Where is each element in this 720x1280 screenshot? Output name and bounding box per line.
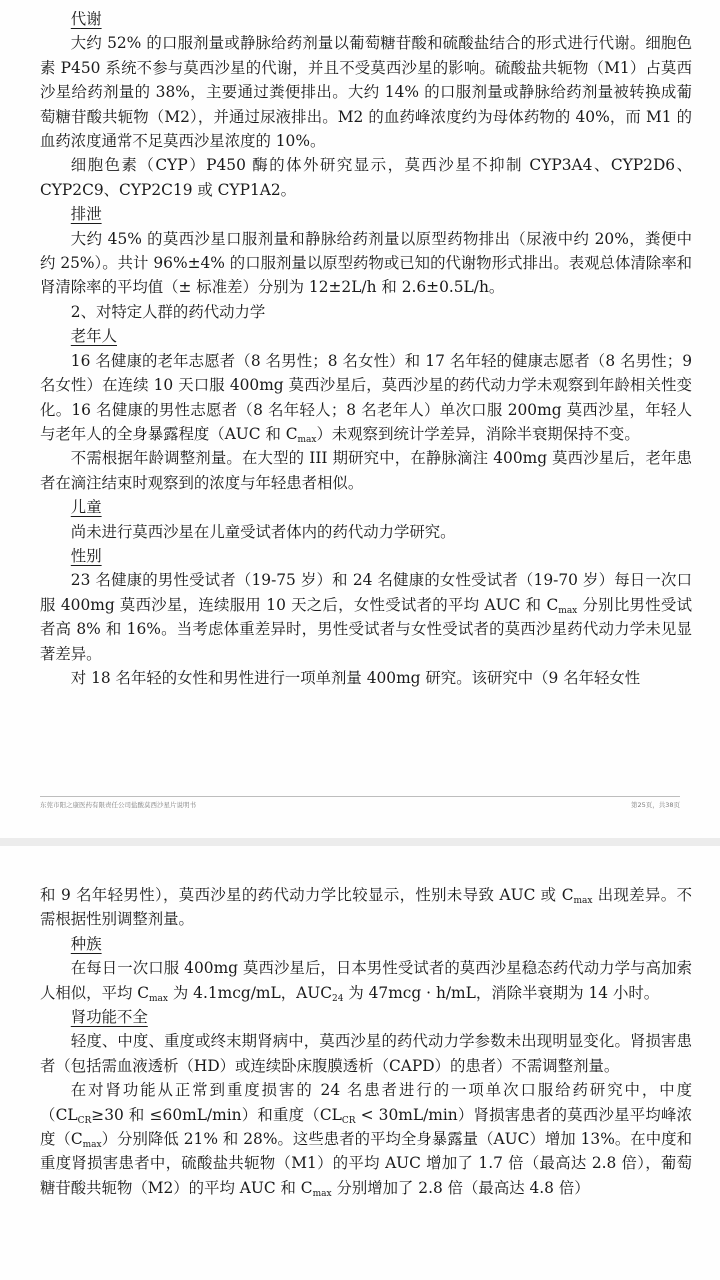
page-2-content: [40, 883, 692, 1200]
heading-metabolism: 代谢: [70, 10, 102, 28]
paragraph-cyp: 细胞色素（CYP）P450 酶的体外研究显示，莫西沙星不抑制 CYP3A4、CYP2D6、CYP2C9、CYP2C19 或 CYP1A2。: [40, 156, 692, 199]
footer-document-title: 东莞市阳之康医药有限责任公司盐酸莫西沙星片说明书: [40, 801, 196, 809]
paragraph-gender-single-dose: 对 18 名年轻的女性和男性进行一项单剂量 400mg 研究。该研究中（9 名年轻女性: [70, 668, 641, 687]
paragraph-metabolism: 大约 52% 的口服剂量或静脉给药剂量以葡萄糖苷酸和硫酸盐结合的形式进行代谢。细胞色素 P450 系统不参与莫西沙星的代谢，并且不受莫西沙星的影响。硫酸盐共轭物（M1）占莫西沙星给药剂量的 38%，主要通过粪便排出。大约 14% 的口服剂量或静脉给药剂量被转换成葡萄糖苷酸共轭物（M2），并通过尿液排出。M2 的血药峰浓度约为母体药物的 40%，而 M1 的血药浓度通常不足莫西沙星浓度的 10%。: [40, 34, 692, 151]
heading-elderly: 老年人: [70, 327, 117, 346]
heading-renal-impairment: 肾功能不全: [70, 1008, 148, 1027]
paragraph-race: 在每日一次口服 400mg 莫西沙星后，日本男性受试者的莫西沙星稳态药代动力学与高加索人相似，平均 $C_{max}$ 为 4.1mcg/mL，$AUC_{24}$ 为 47mcg · h/mL，消除半衰期为 14 小时。: [40, 959, 692, 1004]
heading-special-populations: 2、对特定人群的药代动力学: [70, 302, 266, 321]
paragraph-children: 尚未进行莫西沙星在儿童受试者体内的药代动力学研究。: [70, 522, 456, 541]
page-footer: [40, 796, 680, 809]
heading-gender: 性别: [70, 546, 102, 565]
paragraph-gender-continued: 和 9 名年轻男性），莫西沙星的药代动力学比较显示，性别未导致 AUC 或 $C_{max}$ 出现差异。不需根据性别调整剂量。: [40, 886, 692, 929]
paragraph-elderly: 16 名健康的老年志愿者（8 名男性；8 名女性）和 17 名年轻的健康志愿者（8 名男性；9 名女性）在连续 10 天口服 400mg 莫西沙星后，莫西沙星的药代动力学未观察到年龄相关性变化。16 名健康的男性志愿者（8 名年轻人；8 名老年人）单次口服 200mg 莫西沙星，年轻人与老年人的全身暴露程度（AUC 和 $C_{max}$）未观察到统计学差异，消除半衰期保持不变。: [40, 351, 692, 445]
document-page-2: [0, 846, 720, 1280]
footer-page-number: 第25页，共38页: [630, 801, 680, 809]
paragraph-elderly-dose: 不需根据年龄调整剂量。在大型的 III 期研究中，在静脉滴注 400mg 莫西沙星后，老年患者在滴注结束时观察到的浓度与年轻患者相似。: [40, 449, 692, 492]
paragraph-excretion: 大约 45% 的莫西沙星口服剂量和静脉给药剂量以原型药物排出（尿液中约 20%，粪便中约 25%）。共计 96%±4% 的口服剂量以原型药物或已知的代谢物形式排出。表观总体清除率和肾清除率的平均值（± 标准差）分别为 12±2L/h 和 2.6±0.5L/h。: [40, 229, 692, 297]
heading-children: 儿童: [70, 498, 102, 517]
paragraph-renal-study: 在对肾功能从正常到重度损害的 24 名患者进行的一项单次口服给药研究中，中度（$CL_{CR}\ge 30$ 和 ≤60mL/min）和重度$(CL_{CR} < 30mL/\min)$肾损害患者的莫西沙星平均峰浓度$(C_{max})$分别降低 21% 和 28%。这些患者的平均全身暴露量（AUC）增加 13%。在中度和重度肾损害患者中，硫酸盐共轭物（M1）的平均 AUC 增加了 1.7 倍（最高达 2.8 倍），葡萄糖苷酸共轭物（M2）的平均 AUC 和 $C_{max}$ 分别增加了 2.8 倍（最高达 4.8 倍）: [40, 1081, 692, 1199]
paragraph-gender: 23 名健康的男性受试者（19-75 岁）和 24 名健康的女性受试者（19-70 岁）每日一次口服 400mg 莫西沙星，连续服用 10 天之后，女性受试者的平均 AUC 和 $C_{max}$ 分别比男性受试者高 8% 和 16%。当考虑体重差异时，男性受试者与女性受试者的莫西沙星药代动力学未见显著差异。: [40, 571, 692, 663]
paragraph-renal: 轻度、中度、重度或终末期肾病中，莫西沙星的药代动力学参数未出现明显变化。肾损害患者（包括需血液透析（HD）或连续卧床腹膜透析（CAPD）的患者）不需调整剂量。: [40, 1032, 692, 1075]
page-1-content: [40, 7, 692, 690]
heading-race: 种族: [70, 934, 102, 953]
heading-excretion: 排泄: [70, 205, 102, 224]
